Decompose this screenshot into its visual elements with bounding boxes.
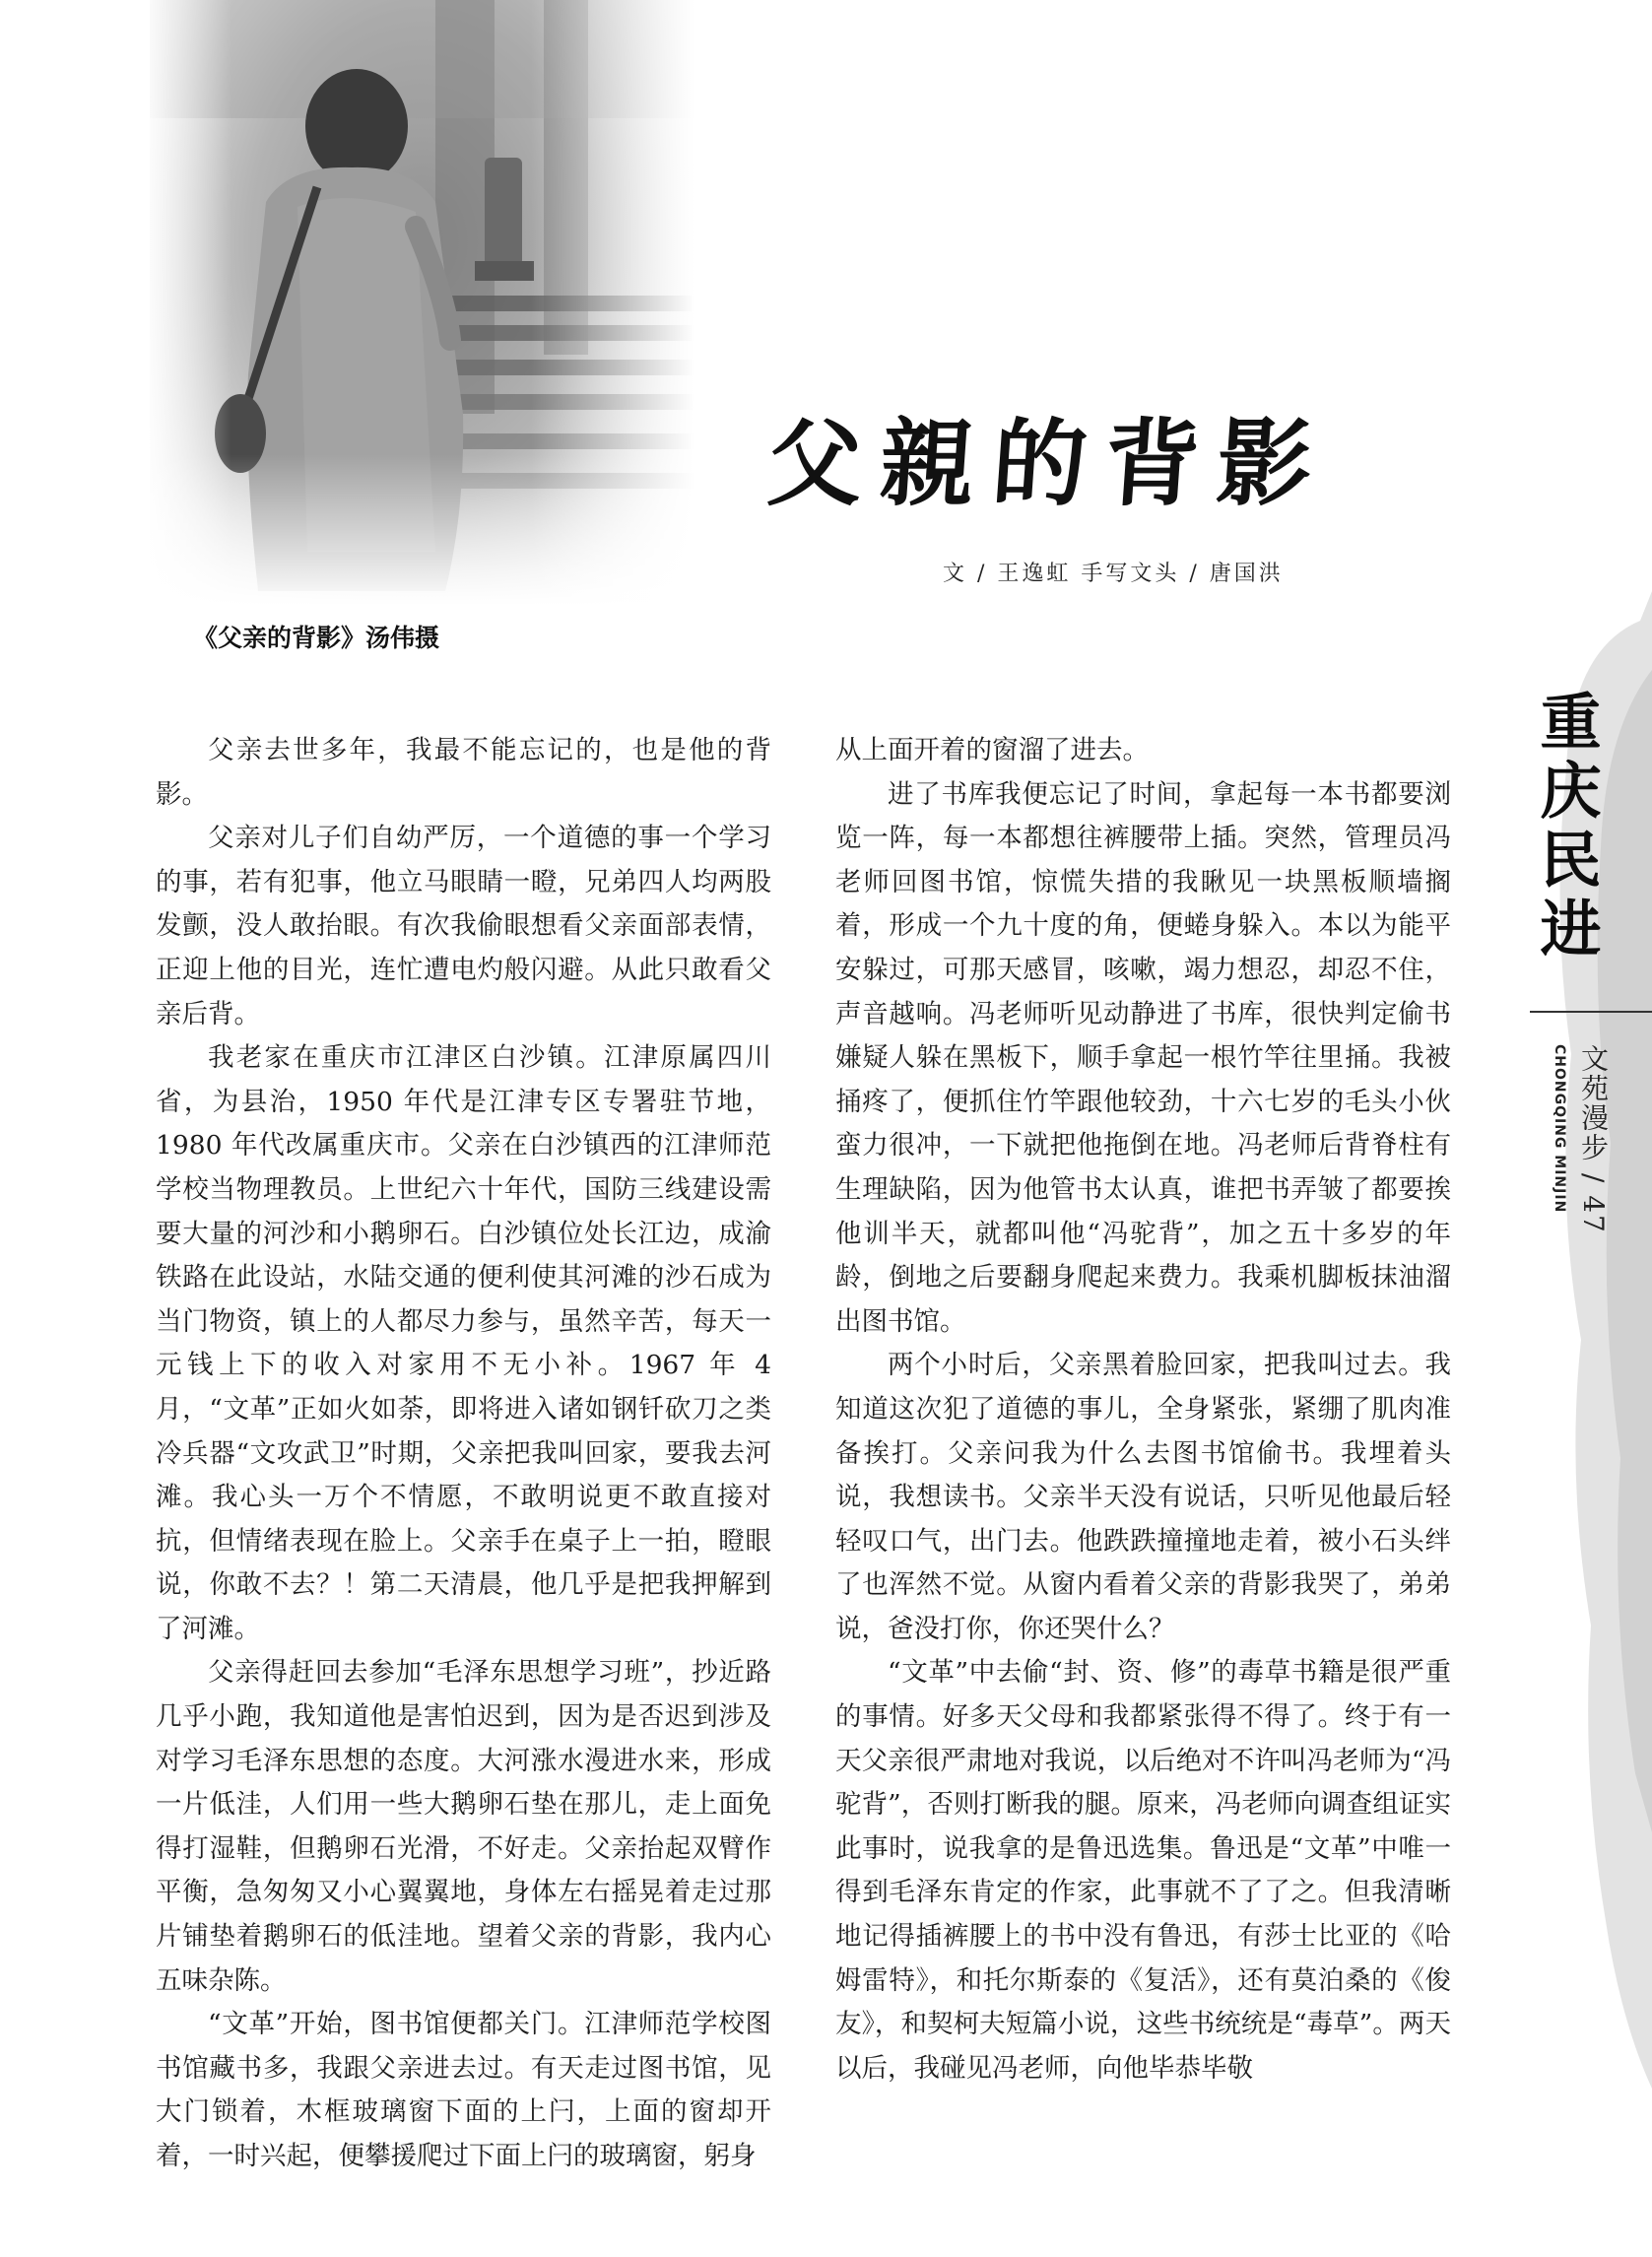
paragraph: “文革”中去偷“封、资、修”的毒草书籍是很严重的事情。好多天父母和我都紧张得不得了。终于有一天父亲很严肃地对我说，以后绝对不许叫冯老师为“冯驼背”，否则打断我的腿。原来，冯老师向调查组证实此事时，说我拿的是鲁迅选集。鲁迅是“文革”中唯一得到毛泽东肯定的作家，此事就不了了之。但我清晰地记得插裤腰上的书中没有鲁迅，有莎士比亚的《哈姆雷特》，和托尔斯泰的《复活》，还有莫泊桑的《俊友》，和契柯夫短篇小说，这些书统统是“毒草”。两天以后，我碰见冯老师，向他毕恭毕敬 (835, 1657, 1451, 2084)
paragraph: 父亲得赶回去参加“毛泽东思想学习班”，抄近路几乎小跑，我知道他是害怕迟到，因为是否迟到涉及对学习毛泽东思想的态度。大河涨水漫进水来，形成一片低洼，人们用一些大鹅卵石垫在那儿，走上面免得打湿鞋，但鹅卵石光滑，不好走。父亲抬起双臂作平衡，急匆匆又小心翼翼地，身体左右摇晃着走过那片铺垫着鹅卵石的低洼地。望着父亲的背影，我内心五味杂陈。 (156, 1657, 771, 1996)
paragraph: 进了书库我便忘记了时间，拿起每一本书都要浏览一阵，每一本都想往裤腰带上插。突然，管理员冯老师回图书馆，惊慌失措的我瞅见一块黑板顺墙搁着，形成一个九十度的角，便蜷身躲入。本以为能平安躲过，可那天感冒，咳嗽，竭力想忍，却忍不住，声音越响。冯老师听见动静进了书库，很快判定偷书嫌疑人躲在黑板下，顺手拿起一根竹竿往里捅。我被捅疼了，便抓住竹竿跟他较劲，十六七岁的毛头小伙蛮力很冲，一下就把他拖倒在地。冯老师后背脊柱有生理缺陷，因为他管书太认真，谁把书弄皱了都要挨他训半天，就都叫他“冯驼背”，加之五十多岁的年龄，倒地之后要翻身爬起来费力。我乘机脚板抹油溜出图书馆。 (835, 778, 1451, 1337)
photo-scene (150, 0, 694, 606)
article-byline: 文 / 王逸虹 手写文头 / 唐国洪 (943, 562, 1284, 586)
photo-caption: 《父亲的背影》汤伟摄 (193, 624, 440, 652)
article-title: 父親的背影 (763, 408, 1334, 519)
paragraph: 两个小时后，父亲黑着脸回家，把我叫过去。我知道这次犯了道德的事儿，全身紧张，紧绷了肌肉准备挨打。父亲问我为什么去图书馆偷书。我埋着头说，我想读书。父亲半天没有说话，只听见他最后轻轻叹口气，出门去。他跌跌撞撞地走着，被小石头绊了也浑然不觉。从窗内看着父亲的背影我哭了，弟弟说，爸没打你，你还哭什么？ (835, 1350, 1451, 1644)
paragraph: 父亲去世多年，我最不能忘记的，也是他的背影。 (156, 735, 771, 810)
body-column-right (835, 729, 1451, 2091)
section-and-page-number: 文苑漫步 / 47 (1577, 1044, 1610, 1234)
paragraph: 父亲对儿子们自幼严厉，一个道德的事一个学习的事，若有犯事，他立马眼睛一瞪，兄弟四人均两股发颤，没人敢抬眼。有次我偷眼想看父亲面部表情，正迎上他的目光，连忙遭电灼般闪避。从此只敢看父亲后背。 (156, 823, 771, 1029)
article-photo (150, 0, 694, 606)
body-column-left (156, 729, 771, 2179)
brand-pinyin: CHONGQING MINJIN (1552, 1044, 1567, 1214)
paragraph-continuation: 从上面开着的窗溜了进去。 (835, 735, 1149, 765)
paragraph: 我老家在重庆市江津区白沙镇。江津原属四川省，为县治，1950 年代是江津专区专署驻节地，1980 年代改属重庆市。父亲在白沙镇西的江津师范学校当物理教员。上世纪六十年代，国防三线建设需要大量的河沙和小鹅卵石。白沙镇位处长江边，成渝铁路在此设站，水陆交通的便利使其河滩的沙石成为当门物资，镇上的人都尽力参与，虽然辛苦，每天一元钱上下的收入对家用不无小补。1967 年 4 月，“文革”正如火如荼，即将进入诸如钢钎砍刀之类冷兵器“文攻武卫”时期，父亲把我叫回家，要我去河滩。我心头一万个不情愿，不敢明说更不敢直接对抗，但情绪表现在脸上。父亲手在桌子上一拍，瞪眼说，你敢不去？！第二天清晨，他几乎是把我押解到了河滩。 (156, 1042, 771, 1644)
magazine-brand: 重庆民进 (1530, 690, 1602, 965)
side-divider (1530, 1011, 1652, 1013)
paragraph: “文革”开始，图书馆便都关门。江津师范学校图书馆藏书多，我跟父亲进去过。有天走过图书馆，见大门锁着，木框玻璃窗下面的上闩，上面的窗却开着，一时兴起，便攀援爬过下面上闩的玻璃窗，躬身 (156, 2009, 771, 2171)
